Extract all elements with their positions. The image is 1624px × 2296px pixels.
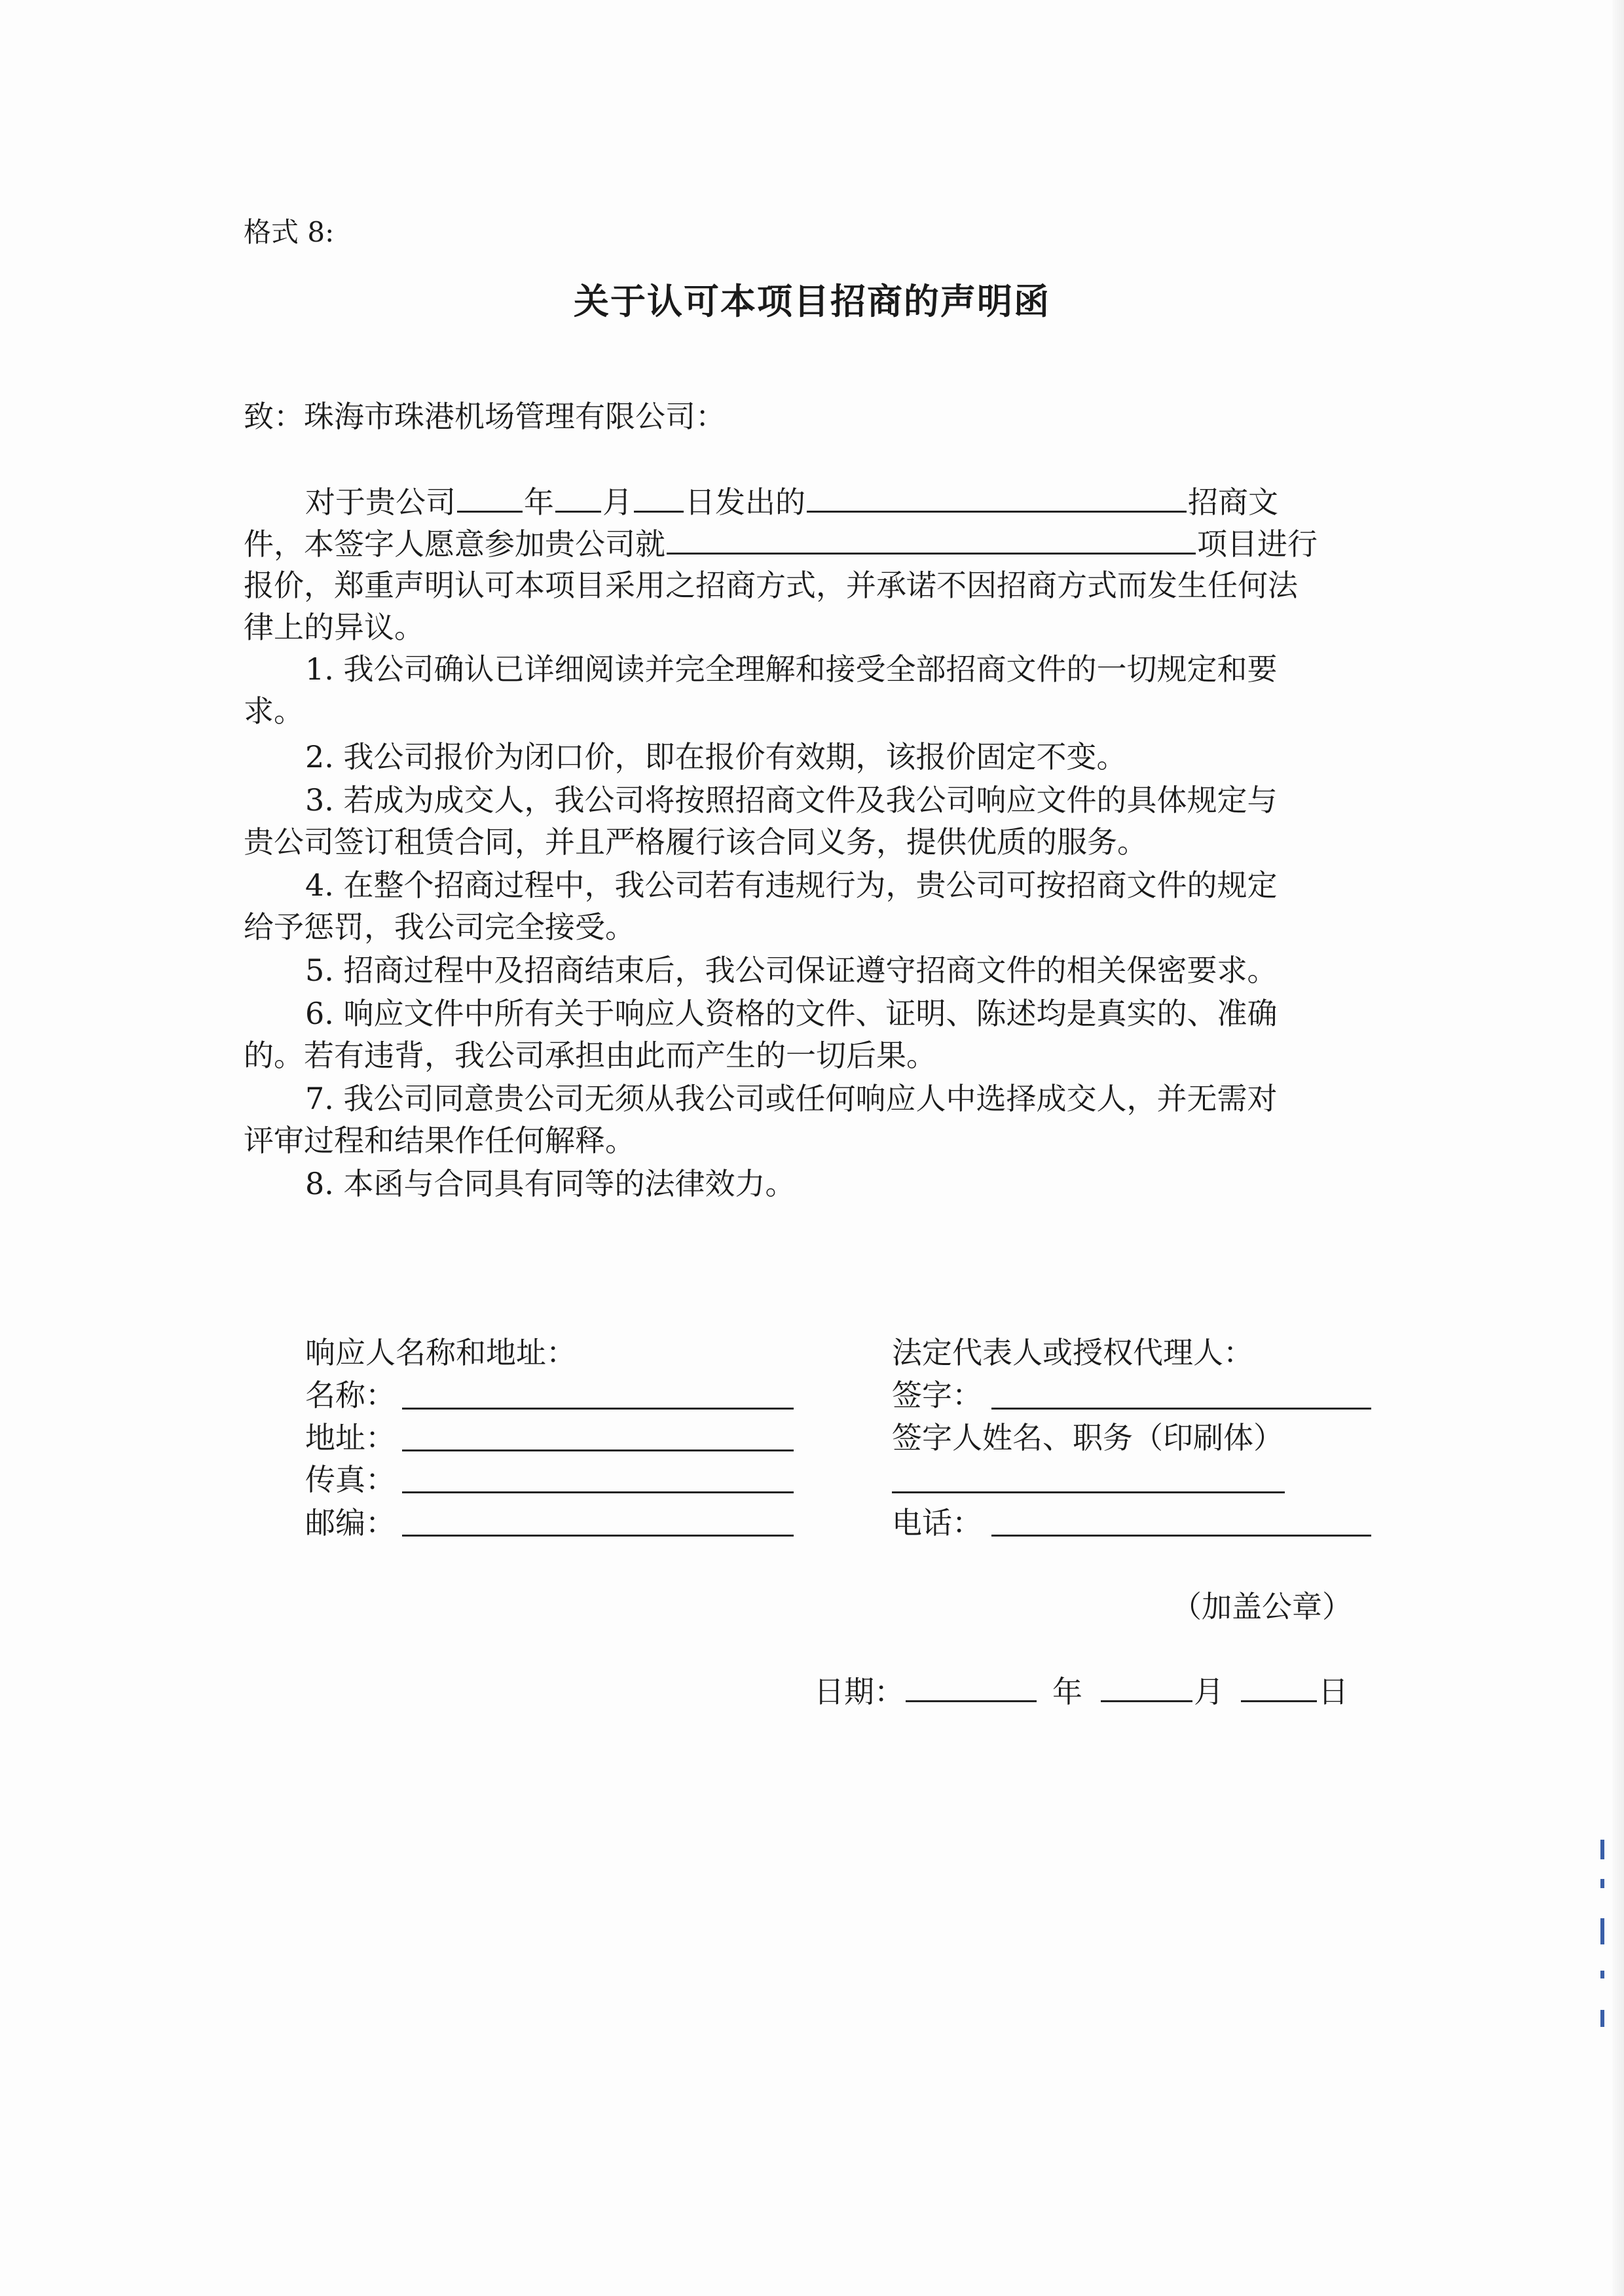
clause-4-line-1: 4. 在整个招商过程中，我公司若有违规行为，贵公司可按招商文件的规定 — [305, 867, 1278, 903]
clause-8-line-1: 8. 本函与合同具有同等的法律效力。 — [305, 1166, 796, 1201]
date-month-label: 月 — [1194, 1674, 1224, 1709]
clause-1-line-1: 1. 我公司确认已详细阅读并完全理解和接受全部招商文件的一切规定和要 — [305, 651, 1278, 687]
clause-5-line-1: 5. 招商过程中及招商结束后，我公司保证遵守招商文件的相关保密要求。 — [305, 953, 1278, 988]
clause-3-line-1: 3. 若成为成交人，我公司将按照招商文件及我公司响应文件的具体规定与 — [305, 782, 1278, 818]
clause-3-line-2: 贵公司签订租赁合同，并且严格履行该合同义务，提供优质的服务。 — [244, 824, 1147, 860]
project-name-blank — [667, 522, 1196, 555]
respondent-address-line[interactable] — [402, 1449, 794, 1451]
date-year-blank[interactable] — [906, 1670, 1037, 1702]
phone-line[interactable] — [991, 1535, 1371, 1537]
document-name-blank — [807, 481, 1187, 513]
intro-line-1 — [244, 481, 1278, 523]
day-blank — [634, 481, 684, 513]
representative-heading: 法定代表人或授权代理人： — [892, 1335, 1253, 1370]
scan-artifact — [1600, 1879, 1604, 1888]
clause-2-line-1: 2. 我公司报价为闭口价，即在报价有效期，该报价固定不变。 — [305, 739, 1127, 774]
page-edge — [1612, 0, 1624, 2296]
format-label: 格式 8: — [244, 216, 335, 248]
date-row — [814, 1668, 1348, 1711]
respondent-fax-label: 传真： — [305, 1462, 396, 1497]
scan-artifact — [1600, 1840, 1604, 1859]
intro-text: 招商文 — [1188, 484, 1278, 520]
intro-line-2 — [244, 522, 1318, 565]
clause-6-line-2: 的。若有违背，我公司承担由此而产生的一切后果。 — [244, 1038, 936, 1073]
year-blank — [457, 481, 523, 513]
document-title: 关于认可本项目招商的声明函 — [574, 280, 1050, 322]
month-blank — [555, 481, 601, 513]
signature-line[interactable] — [991, 1408, 1371, 1410]
date-label: 日期： — [814, 1674, 904, 1709]
clause-6-line-1: 6. 响应文件中所有关于响应人资格的文件、证明、陈述均是真实的、准确 — [305, 996, 1278, 1031]
scan-artifact — [1600, 1918, 1604, 1944]
addressee: 致：珠海市珠港机场管理有限公司： — [244, 399, 726, 434]
intro-text: 对于贵公司 — [305, 484, 456, 520]
respondent-name-line[interactable] — [402, 1408, 794, 1410]
signature-label: 签字： — [892, 1377, 982, 1413]
intro-text: 项目进行 — [1197, 526, 1318, 562]
clause-4-line-2: 给予惩罚，我公司完全接受。 — [244, 909, 635, 945]
scan-artifact — [1600, 2010, 1604, 2027]
respondent-name-label: 名称： — [305, 1377, 396, 1413]
date-month-blank[interactable] — [1101, 1670, 1192, 1702]
intro-text: 日发出的 — [685, 484, 805, 520]
date-year-label: 年 — [1052, 1674, 1082, 1709]
respondent-address-label: 地址： — [305, 1420, 396, 1455]
intro-line-4: 律上的异议。 — [244, 610, 424, 645]
respondent-postcode-label: 邮编： — [305, 1505, 396, 1540]
intro-line-3: 报价，郑重声明认可本项目采用之招商方式，并承诺不因招商方式而发生任何法 — [244, 568, 1298, 603]
respondent-postcode-line[interactable] — [402, 1535, 794, 1537]
clause-1-line-2: 求。 — [244, 693, 304, 729]
printed-name-label: 签字人姓名、职务（印刷体） — [892, 1420, 1283, 1455]
clause-7-line-1: 7. 我公司同意贵公司无须从我公司或任何响应人中选择成交人，并无需对 — [305, 1081, 1278, 1116]
respondent-fax-line[interactable] — [402, 1491, 794, 1493]
date-day-label: 日 — [1318, 1674, 1348, 1709]
intro-text: 月 — [602, 484, 633, 520]
scan-artifact — [1600, 1971, 1604, 1978]
clause-7-line-2: 评审过程和结果作任何解释。 — [244, 1123, 635, 1158]
respondent-heading: 响应人名称和地址： — [305, 1335, 576, 1370]
intro-text: 年 — [524, 484, 554, 520]
date-day-blank[interactable] — [1241, 1670, 1317, 1702]
phone-label: 电话： — [892, 1505, 982, 1540]
intro-text: 件，本签字人愿意参加贵公司就 — [244, 526, 665, 562]
printed-name-line[interactable] — [892, 1491, 1285, 1493]
seal-note: （加盖公章） — [1172, 1589, 1352, 1624]
